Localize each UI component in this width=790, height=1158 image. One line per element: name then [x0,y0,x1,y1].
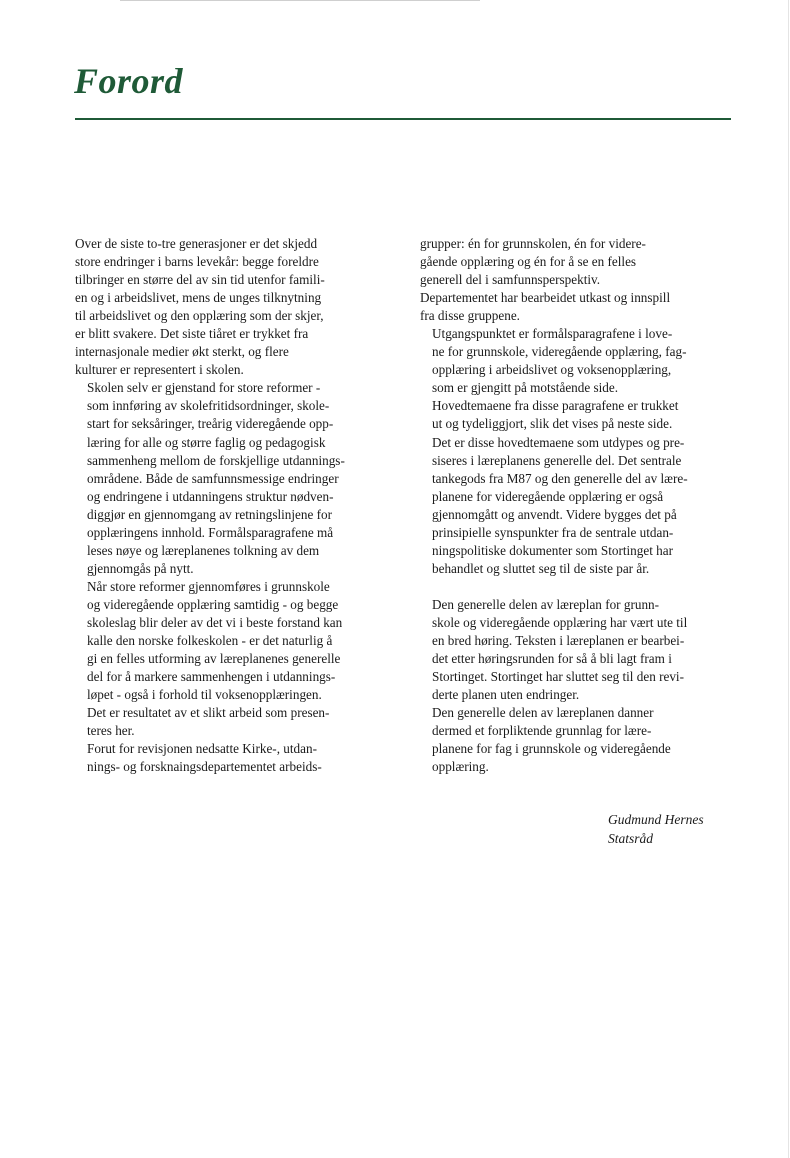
scan-edge-right [788,0,789,1158]
text-line: løpet - også i forhold til voksenopplæringen. [87,687,322,703]
text-line: del for å markere sammenhengen i utdannings- [87,669,336,685]
text-line: nings- og forsknaingsdepartementet arbeids- [87,759,322,775]
title-rule [75,118,731,120]
text-line: ningspolitiske dokumenter som Stortinget har [432,542,674,558]
text-line: planene for fag i grunnskole og videregående [432,741,671,757]
text-line: dermed et forpliktende grunnlag for lære- [432,723,652,739]
text-line: tilbringer en større del av sin tid utenfor famili- [75,272,325,288]
text-line: siseres i læreplanens generelle del. Det sentrale [432,452,682,468]
text-line: områdene. Både de samfunnsmessige endringer [87,470,339,486]
text-line: generell del i samfunnsperspektiv. [420,272,601,288]
text-line: Departementet har bearbeidet utkast og innspill [420,290,671,306]
right-paragraph-3 [420,596,734,704]
signature-block [608,810,704,848]
text-line: er blitt svakere. Det siste tiåret er trykket fra [75,326,309,342]
text-line: Når store reformer gjennomføres i grunnskole [87,578,330,594]
scan-edge-top [120,0,480,1]
text-line: teres her. [87,723,135,739]
text-line: som er gjengitt på motstående side. [432,380,619,396]
text-line: Det er disse hovedtemaene som utdypes og pre- [432,434,685,450]
left-column [75,235,387,776]
text-line: opplæringens innhold. Formålsparagrafene må [87,524,334,540]
text-line: grupper: én for grunnskolen, én for videre- [420,236,646,251]
text-line: skoleslag blir deler av det vi i beste forstand kan [87,614,343,630]
text-line: gående opplæring og én for å se en felles [420,254,637,270]
text-line: start for seksåringer, treårig videregående opp- [87,416,334,432]
right-paragraph-4 [420,704,734,776]
text-line: gjennomgått og anvendt. Videre bygges det på [432,506,677,522]
text-line: opplæring. [432,759,489,775]
page-title: Forord [74,61,184,101]
text-line: Skolen selv er gjenstand for store reformer - [87,380,321,396]
text-line: Den generelle delen av læreplanen danner [432,705,654,721]
text-line: opplæring i arbeidslivet og voksenopplæring, [432,362,672,378]
text-line: Det er resultatet av et slikt arbeid som presen- [87,705,330,721]
text-line: læring for alle og større faglig og pedagogisk [87,434,326,450]
text-line: ut og tydeliggjort, slik det vises på neste side. [432,416,673,432]
text-line: planene for videregående opplæring er også [432,488,664,504]
text-line: derte planen uten endringer. [432,687,580,703]
text-line: en bred høring. Teksten i læreplanen er bearbei- [432,632,685,648]
text-line: store endringer i barns levekår: begge foreldre [75,254,319,270]
text-line: det etter høringsrunden for så å bli lagt fram i [432,651,672,667]
left-paragraph-1 [75,235,387,379]
text-line: og videregående opplæring samtidig - og begge [87,596,339,612]
right-paragraph-1 [420,235,734,325]
text-line: gi en felles utforming av læreplanenes generelle [87,651,341,667]
text-line: prinsipielle synspunkter fra de sentrale utdan- [432,524,674,540]
signature-name: Gudmund Hernes [608,812,704,827]
text-line: skole og videregående opplæring har vært ute til [432,614,688,630]
text-line: behandlet og sluttet seg til de siste par år. [432,560,650,576]
right-paragraph-2 [420,325,734,578]
text-line: kulturer er representert i skolen. [75,362,244,378]
text-line: Forut for revisjonen nedsatte Kirke-, utdan- [87,741,317,757]
text-line: en og i arbeidslivet, mens de unges tilknytning [75,290,322,306]
left-paragraph-3 [75,578,387,740]
text-line: internasjonale medier økt sterkt, og flere [75,344,289,360]
text-line: Over de siste to-tre generasjoner er det skjedd [75,236,318,251]
text-line: til arbeidslivet og den opplæring som der skjer, [75,308,324,324]
left-paragraph-4 [75,740,387,776]
text-line: som innføring av skolefritidsordninger, skole- [87,398,330,414]
signature-role: Statsråd [608,831,654,846]
text-line: Utgangspunktet er formålsparagrafene i love- [432,326,673,342]
text-line: Stortinget. Stortinget har sluttet seg til den revi- [432,669,684,685]
text-line: kalle den norske folkeskolen - er det naturlig å [87,633,333,649]
text-line: tankegods fra M87 og den generelle del av lære- [432,470,688,486]
right-column [420,235,734,776]
text-line: leses nøye og læreplanenes tolkning av dem [87,542,320,558]
text-line: gjennomgås på nytt. [87,560,194,576]
text-line: diggjør en gjennomgang av retningslinjene for [87,506,333,522]
text-line: Den generelle delen av læreplan for grunn- [432,596,660,612]
text-line: ne for grunnskole, videregående opplæring, fag- [432,344,687,360]
text-line: Hovedtemaene fra disse paragrafene er trukket [432,398,679,414]
text-line: og endringene i utdanningens struktur nødven- [87,488,334,504]
text-line: sammenheng mellom de forskjellige utdannings- [87,452,345,468]
left-paragraph-2 [75,379,387,578]
text-line: fra disse gruppene. [420,308,520,324]
